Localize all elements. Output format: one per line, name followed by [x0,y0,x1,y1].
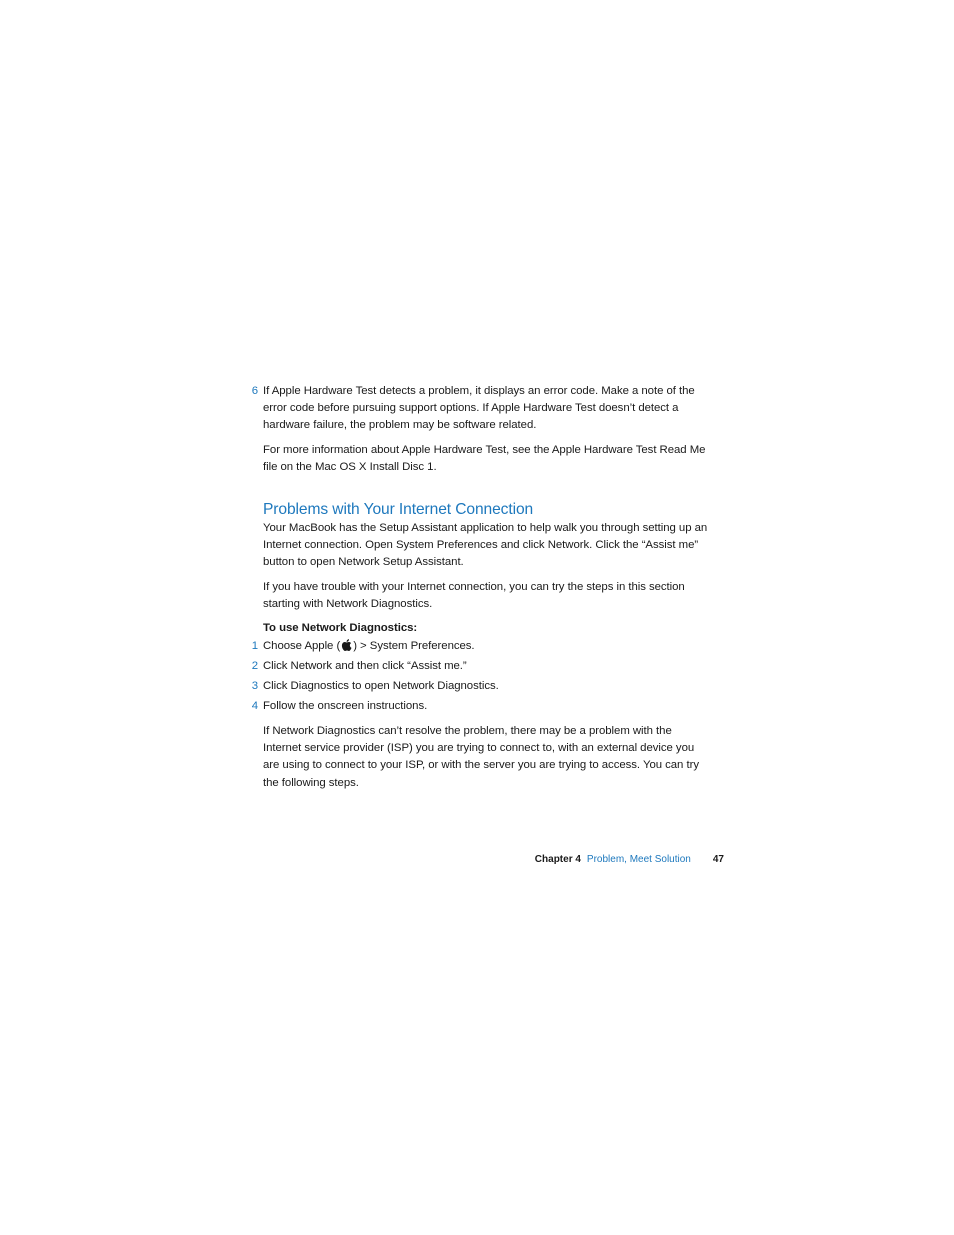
step-text: Click Network and then click “Assist me.” [263,660,467,672]
section-heading: Problems with Your Internet Connection [263,501,534,518]
list-item [240,658,710,676]
step-number: 2 [251,660,258,672]
more-info-paragraph: For more information about Apple Hardware Test, see the Apple Hardware Test Read Me file on the Mac OS X Install Disc 1. [263,444,706,474]
closing-paragraph: If Network Diagnostics can’t resolve the problem, there may be a problem with the Internet service provider (ISP) you are trying to connect to, with an external device you are using to connect to your ISP, or with the server you are trying to access. You can try the following steps. [263,725,699,789]
section-trouble-paragraph: If you have trouble with your Internet connection, you can try the steps in this section starting with Network Diagnostics. [263,581,685,611]
page-number: 47 [712,854,724,865]
step-number: 6 [251,385,258,397]
list-item [240,698,710,716]
list-item [240,638,710,656]
step-number: 1 [251,640,258,652]
step-text-before: Choose Apple ( [263,640,341,652]
apple-icon [341,639,352,651]
step-text-after: ) > System Preferences. [353,640,475,652]
step-text [263,638,708,655]
list-item [240,678,710,696]
step-text: Click Diagnostics to open Network Diagnostics. [263,680,499,692]
footer-chapter-title: Problem, Meet Solution [586,854,691,865]
page-footer [535,852,724,868]
step-number: 3 [251,680,258,692]
step-text: If Apple Hardware Test detects a problem, it displays an error code. Make a note of the error code before pursuing support options. If Apple Hardware Test doesn’t detect a hardware failure, the problem may be software related. [263,385,695,432]
footer-chapter: Chapter 4 [534,854,581,865]
task-title: To use Network Diagnostics: [263,622,418,634]
step-text: Follow the onscreen instructions. [263,700,428,712]
step-number: 4 [251,700,258,712]
section-intro-paragraph: Your MacBook has the Setup Assistant application to help walk you through setting up an Internet connection. Open System Preferences and click Network. Click the “Assist me” button to open Network Setup Assistant. [263,522,708,569]
intro-step [240,383,710,435]
